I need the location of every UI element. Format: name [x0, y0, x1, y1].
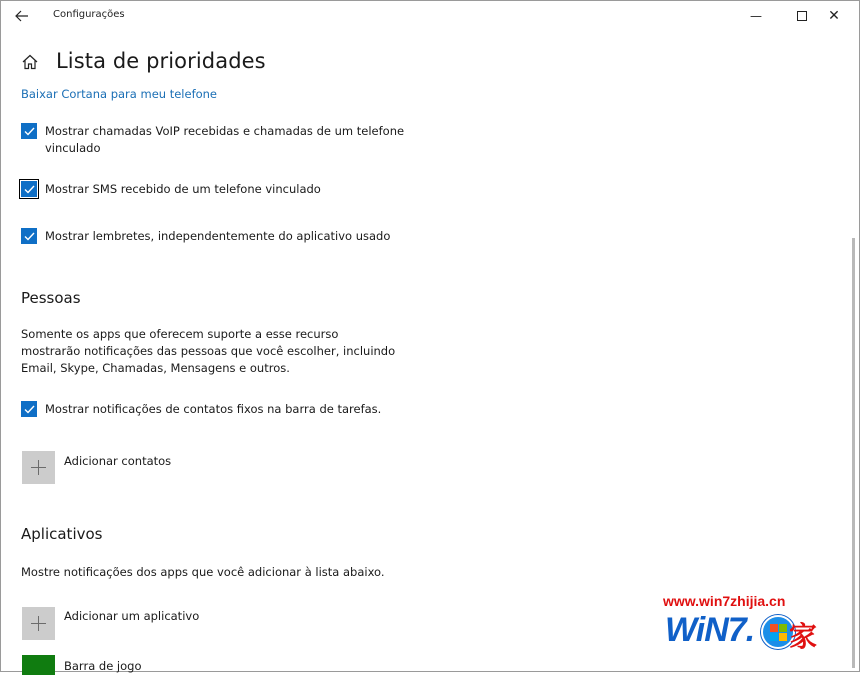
- watermark-logo: WiN7.: [665, 611, 755, 649]
- checkmark-icon: [23, 403, 36, 416]
- voip-checkbox[interactable]: [21, 123, 37, 139]
- scrollbar[interactable]: [852, 238, 855, 668]
- title-bar: [1, 1, 859, 31]
- section-heading-pessoas: Pessoas: [21, 289, 81, 307]
- app-name-game-bar[interactable]: Barra de jogo: [64, 659, 142, 673]
- maximize-button[interactable]: [785, 1, 819, 31]
- aplicativos-description: Mostre notificações dos apps que você adicionar à lista abaixo.: [21, 565, 385, 579]
- add-contacts-label[interactable]: Adicionar contatos: [64, 454, 172, 468]
- download-cortana-link[interactable]: Baixar Cortana para meu telefone: [21, 87, 218, 101]
- close-button[interactable]: [817, 1, 851, 31]
- checkmark-icon: [23, 230, 36, 243]
- home-icon[interactable]: [21, 53, 39, 71]
- sms-checkbox[interactable]: [21, 181, 37, 197]
- minimize-icon: —: [750, 9, 762, 23]
- reminders-checkbox-label: Mostrar lembretes, independentemente do aplicativo usado: [45, 229, 391, 243]
- watermark-url: www.win7zhijia.cn: [663, 593, 786, 609]
- arrow-left-icon: [15, 10, 29, 22]
- checkmark-icon: [23, 125, 36, 138]
- watermark-suffix: 家: [789, 620, 818, 653]
- voip-checkbox-label: Mostrar chamadas VoIP recebidas e chamadas de um telefone vinculado: [45, 124, 405, 155]
- reminders-checkbox[interactable]: [21, 228, 37, 244]
- add-contacts-button[interactable]: [22, 451, 55, 484]
- close-icon: ✕: [828, 8, 840, 24]
- checkmark-icon: [23, 183, 36, 196]
- pinned-contacts-checkbox[interactable]: [21, 401, 37, 417]
- game-bar-app-icon[interactable]: [22, 655, 55, 675]
- add-app-label[interactable]: Adicionar um aplicativo: [64, 609, 200, 623]
- page-title: Lista de prioridades: [56, 49, 266, 73]
- add-app-button[interactable]: [22, 607, 55, 640]
- minimize-button[interactable]: [739, 1, 773, 31]
- window-title: Configurações: [53, 9, 125, 20]
- pessoas-description: Somente os apps que oferecem suporte a esse recurso mostrarão notificações das pessoas que você escolher, incluindo Email, Skype, Chamadas, Mensagens e outros.: [21, 327, 396, 375]
- pinned-contacts-checkbox-label: Mostrar notificações de contatos fixos na barra de tarefas.: [45, 402, 382, 416]
- section-heading-aplicativos: Aplicativos: [21, 525, 103, 543]
- watermark: [663, 593, 818, 663]
- maximize-icon: [797, 11, 807, 21]
- back-button[interactable]: [11, 6, 33, 26]
- sms-checkbox-label: Mostrar SMS recebido de um telefone vinculado: [45, 182, 321, 196]
